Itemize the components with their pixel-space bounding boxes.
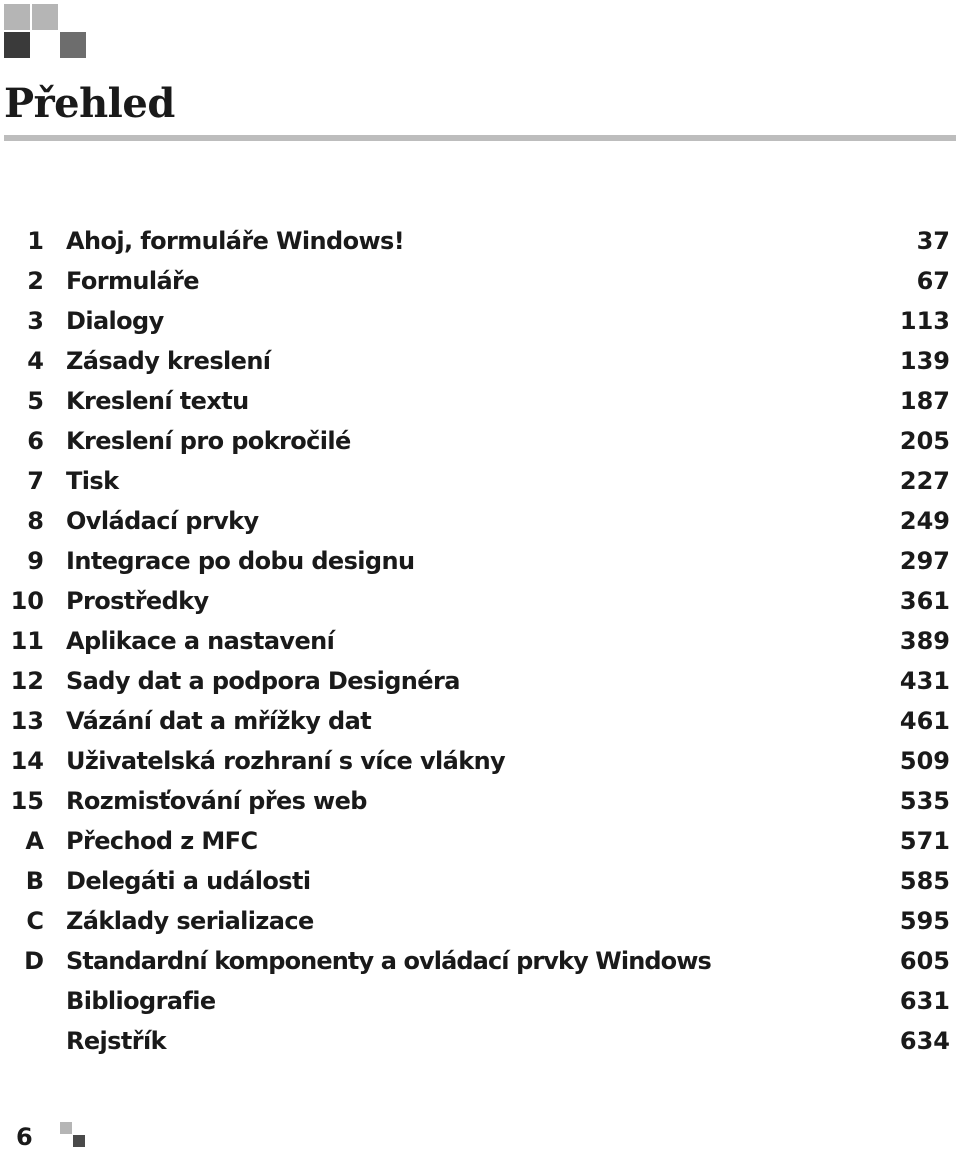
footer-square-light xyxy=(60,1122,72,1134)
toc-entry[interactable] xyxy=(0,701,960,741)
toc-page: 634 xyxy=(899,1027,950,1055)
toc-title: Zásady kreslení xyxy=(66,347,271,375)
toc-page: 187 xyxy=(899,387,950,415)
toc-page: 571 xyxy=(899,827,950,855)
toc-number: 11 xyxy=(10,627,44,655)
toc-page: 67 xyxy=(916,267,950,295)
toc-page: 227 xyxy=(899,467,950,495)
toc-page: 431 xyxy=(899,667,950,695)
toc-entry[interactable] xyxy=(0,981,960,1021)
decor-square-mid xyxy=(60,32,86,58)
toc-title: Integrace po dobu designu xyxy=(66,547,415,575)
toc-page: 535 xyxy=(899,787,950,815)
toc-number: 1 xyxy=(27,227,44,255)
toc-entry[interactable] xyxy=(0,501,960,541)
toc-title: Uživatelská rozhraní s více vlákny xyxy=(66,747,506,775)
toc-number: 13 xyxy=(10,707,44,735)
toc-number: 3 xyxy=(27,307,44,335)
toc-entry[interactable] xyxy=(0,221,960,261)
toc-number: 14 xyxy=(10,747,44,775)
toc-title: Aplikace a nastavení xyxy=(66,627,335,655)
toc-number: 12 xyxy=(10,667,44,695)
page-number: 6 xyxy=(16,1123,33,1151)
toc-title: Kreslení pro pokročilé xyxy=(66,427,351,455)
toc-entry[interactable] xyxy=(0,861,960,901)
toc-page: 113 xyxy=(899,307,950,335)
toc-page: 205 xyxy=(899,427,950,455)
toc-title: Vázání dat a mřížky dat xyxy=(66,707,372,735)
toc-title: Tisk xyxy=(66,467,119,495)
toc-title: Dialogy xyxy=(66,307,164,335)
toc-entry[interactable] xyxy=(0,621,960,661)
toc-page: 605 xyxy=(899,947,950,975)
toc-title: Ahoj, formuláře Windows! xyxy=(66,227,405,255)
toc-entry[interactable] xyxy=(0,1021,960,1061)
toc-entry[interactable] xyxy=(0,381,960,421)
toc-entry[interactable] xyxy=(0,421,960,461)
toc-page: 139 xyxy=(899,347,950,375)
toc-page: 249 xyxy=(899,507,950,535)
toc-title: Prostředky xyxy=(66,587,209,615)
toc-page: 361 xyxy=(899,587,950,615)
toc-entry[interactable] xyxy=(0,901,960,941)
decor-square-light-1 xyxy=(4,4,30,30)
toc-entry[interactable] xyxy=(0,301,960,341)
toc-title: Rozmisťování přes web xyxy=(66,787,367,815)
toc-page: 297 xyxy=(899,547,950,575)
toc-page: 389 xyxy=(899,627,950,655)
decor-square-dark xyxy=(4,32,30,58)
toc-title: Rejstřík xyxy=(66,1027,166,1055)
toc-number: 8 xyxy=(27,507,44,535)
toc-entry[interactable] xyxy=(0,541,960,581)
toc-title: Základy serializace xyxy=(66,907,314,935)
toc-number: A xyxy=(25,827,44,855)
toc-number: 10 xyxy=(10,587,44,615)
toc-title: Kreslení textu xyxy=(66,387,249,415)
toc-title: Standardní komponenty a ovládací prvky Windows xyxy=(66,947,711,975)
decor-square-light-2 xyxy=(32,4,58,30)
toc-page: 37 xyxy=(916,227,950,255)
toc-number: C xyxy=(26,907,44,935)
page-title: Přehled xyxy=(4,80,175,127)
toc-number: 7 xyxy=(27,467,44,495)
toc-entry[interactable] xyxy=(0,821,960,861)
toc-page: 595 xyxy=(899,907,950,935)
toc-number: 5 xyxy=(27,387,44,415)
toc-entry[interactable] xyxy=(0,741,960,781)
toc-entry[interactable] xyxy=(0,261,960,301)
toc-title: Delegáti a události xyxy=(66,867,311,895)
toc-page: 461 xyxy=(899,707,950,735)
toc-entry[interactable] xyxy=(0,941,960,981)
toc-number: 2 xyxy=(27,267,44,295)
toc-number: B xyxy=(25,867,44,895)
toc-title: Bibliografie xyxy=(66,987,216,1015)
toc-page: 631 xyxy=(899,987,950,1015)
toc-title: Formuláře xyxy=(66,267,199,295)
toc-entry[interactable] xyxy=(0,781,960,821)
toc-number: 4 xyxy=(27,347,44,375)
toc-entry[interactable] xyxy=(0,461,960,501)
title-rule xyxy=(4,135,956,141)
toc-title: Přechod z MFC xyxy=(66,827,258,855)
toc-entry[interactable] xyxy=(0,341,960,381)
toc-entry[interactable] xyxy=(0,581,960,621)
toc-title: Sady dat a podpora Designéra xyxy=(66,667,460,695)
toc-number: 15 xyxy=(10,787,44,815)
toc-number: 6 xyxy=(27,427,44,455)
toc-number: D xyxy=(24,947,44,975)
toc-page: 585 xyxy=(899,867,950,895)
toc-number: 9 xyxy=(27,547,44,575)
table-of-contents xyxy=(0,221,960,1061)
toc-page: 509 xyxy=(899,747,950,775)
footer-square-dark xyxy=(73,1135,85,1147)
toc-title: Ovládací prvky xyxy=(66,507,259,535)
toc-entry[interactable] xyxy=(0,661,960,701)
